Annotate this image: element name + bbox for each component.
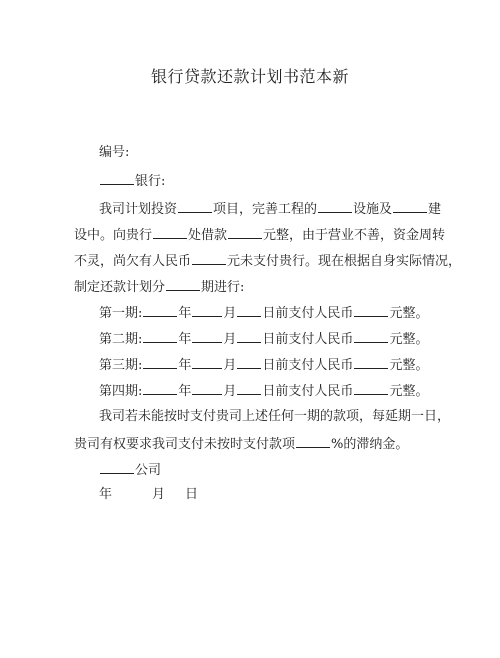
facility-blank[interactable] xyxy=(318,200,352,213)
text: 月 xyxy=(223,332,237,347)
month-blank[interactable] xyxy=(192,330,222,343)
period-label: 第三期: xyxy=(99,358,143,373)
paragraph-1-line-3 xyxy=(74,252,461,270)
construction-blank[interactable] xyxy=(393,200,427,213)
date-line xyxy=(99,487,198,503)
text: 月 xyxy=(223,384,237,399)
serial-number-label: 编号: xyxy=(99,145,130,160)
year-label: 年 xyxy=(99,487,113,502)
company-name-blank[interactable] xyxy=(100,461,134,474)
year-blank[interactable] xyxy=(143,304,177,317)
bank-name-blank[interactable] xyxy=(100,172,134,185)
day-blank[interactable] xyxy=(237,330,261,343)
text: 年 xyxy=(178,358,192,373)
text: 日前支付人民币 xyxy=(262,384,354,399)
text: 月 xyxy=(223,358,237,373)
page-title: 银行贷款还款计划书范本新 xyxy=(150,67,349,86)
day-label: 日 xyxy=(185,487,199,502)
paragraph-1-line-2 xyxy=(74,226,445,244)
amount-blank[interactable] xyxy=(354,304,388,317)
project-blank[interactable] xyxy=(178,200,212,213)
text: 元未支付贵行。现在根据自身实际情况， xyxy=(227,254,462,269)
text: 处借款 xyxy=(188,228,228,243)
text: 建 xyxy=(428,202,442,217)
day-blank[interactable] xyxy=(237,304,261,317)
period-row-4 xyxy=(99,382,428,400)
paragraph-2-line-1: 我司若未能按时支付贵司上述任何一期的款项，每延期一日， xyxy=(99,409,451,424)
paragraph-1-line-4 xyxy=(74,278,244,296)
text: %的滞纳金。 xyxy=(331,437,409,452)
text: 元整。 xyxy=(389,384,429,399)
text: 年 xyxy=(178,384,192,399)
month-blank[interactable] xyxy=(192,304,222,317)
period-label: 第四期: xyxy=(99,384,143,399)
period-label: 第一期: xyxy=(99,306,143,321)
day-blank[interactable] xyxy=(237,356,261,369)
month-label: 月 xyxy=(152,487,166,502)
text: 月 xyxy=(223,306,237,321)
paragraph-1-line-1 xyxy=(99,200,441,218)
text: 项目，完善工程的 xyxy=(213,202,318,217)
year-blank[interactable] xyxy=(143,356,177,369)
period-row-1 xyxy=(99,304,428,322)
amount-blank[interactable] xyxy=(354,382,388,395)
text: 设施及 xyxy=(353,202,393,217)
text: 日前支付人民币 xyxy=(262,306,354,321)
text: 不灵，尚欠有人民币 xyxy=(74,254,192,269)
penalty-rate-blank[interactable] xyxy=(296,435,330,448)
period-row-2 xyxy=(99,330,428,348)
text: 元整。 xyxy=(389,332,429,347)
text: 制定还款计划分 xyxy=(74,280,166,295)
paragraph-2-line-2 xyxy=(74,435,408,453)
text: 元整，由于营业不善，资金周转 xyxy=(263,228,446,243)
bank-label: 银行: xyxy=(135,174,166,189)
branch-blank[interactable] xyxy=(153,226,187,239)
company-label: 公司 xyxy=(135,463,162,478)
day-blank[interactable] xyxy=(237,382,261,395)
month-blank[interactable] xyxy=(192,382,222,395)
text: 元整。 xyxy=(389,306,429,321)
amount-blank[interactable] xyxy=(354,330,388,343)
month-blank[interactable] xyxy=(192,356,222,369)
text: 日前支付人民币 xyxy=(262,358,354,373)
amount-blank[interactable] xyxy=(354,356,388,369)
text: 设中。向贵行 xyxy=(74,228,153,243)
text: 我司计划投资 xyxy=(99,202,178,217)
text: 期进行: xyxy=(201,280,245,295)
year-blank[interactable] xyxy=(143,330,177,343)
text: 年 xyxy=(178,332,192,347)
text: 年 xyxy=(178,306,192,321)
bank-line xyxy=(99,172,165,190)
company-line xyxy=(99,461,161,479)
period-row-3 xyxy=(99,356,428,374)
period-label: 第二期: xyxy=(99,332,143,347)
period-count-blank[interactable] xyxy=(166,278,200,291)
loan-amount-blank[interactable] xyxy=(228,226,262,239)
text: 元整。 xyxy=(389,358,429,373)
year-blank[interactable] xyxy=(143,382,177,395)
owed-amount-blank[interactable] xyxy=(192,252,226,265)
text: 贵司有权要求我司支付未按时支付款项 xyxy=(74,437,296,452)
text: 日前支付人民币 xyxy=(262,332,354,347)
